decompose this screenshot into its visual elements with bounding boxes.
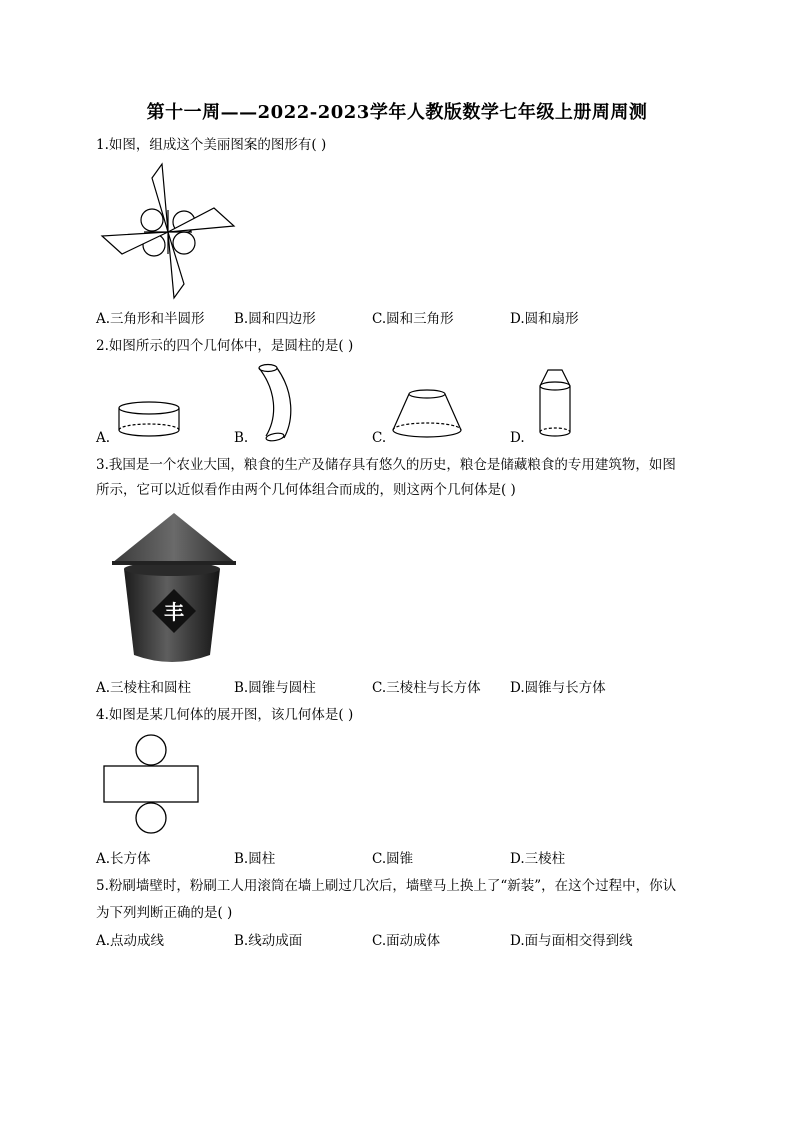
q2-label-a[interactable]: A.: [96, 430, 111, 446]
q1-option-a[interactable]: A.三角形和半圆形: [96, 311, 205, 327]
q4-option-c[interactable]: C.圆锥: [372, 851, 414, 867]
q3-option-b[interactable]: B.圆锥与圆柱: [234, 680, 316, 696]
q2-label-c[interactable]: C.: [372, 430, 387, 446]
question-2-text: 2.如图所示的四个几何体中，是圆柱的是( ): [96, 338, 354, 354]
q5-option-b[interactable]: B.线动成面: [234, 933, 303, 949]
q1-option-d[interactable]: D.圆和扇形: [510, 311, 579, 327]
q4-option-b[interactable]: B.圆柱: [234, 851, 276, 867]
question-4-text: 4.如图是某几何体的展开图，该几何体是( ): [96, 707, 354, 723]
q3-option-d[interactable]: D.圆锥与长方体: [510, 680, 606, 696]
pinwheel-figure: [100, 162, 236, 300]
q1-option-c[interactable]: C.圆和三角形: [372, 311, 454, 327]
question-5-text-line1: 5.粉刷墙壁时，粉刷工人用滚筒在墙上刷过几次后，墙壁马上换上了“新装”，在这个过程中，你认: [96, 878, 677, 894]
curved-tube-figure: [254, 362, 298, 444]
q5-option-d[interactable]: D.面与面相交得到线: [510, 933, 633, 949]
page-title: 第十一周——2022-2023学年人教版数学七年级上册周周测: [146, 102, 648, 123]
frustum-figure: [390, 388, 464, 442]
q5-option-a[interactable]: A.点动成线: [96, 933, 165, 949]
granary-figure: [108, 513, 240, 667]
granary-badge-char: 丰: [164, 600, 184, 624]
cylinder-with-cone-figure: [536, 366, 574, 442]
q4-option-a[interactable]: A.长方体: [96, 851, 151, 867]
question-3-text-line2: 所示，它可以近似看作由两个几何体组合而成的，则这两个几何体是( ): [96, 482, 516, 498]
q2-label-b[interactable]: B.: [234, 430, 249, 446]
question-5-text-line2: 为下列判断正确的是( ): [96, 905, 233, 921]
q4-option-d[interactable]: D.三棱柱: [510, 851, 566, 867]
question-1-text: 1.如图，组成这个美丽图案的图形有( ): [96, 137, 327, 153]
q5-option-c[interactable]: C.面动成体: [372, 933, 441, 949]
question-3-text-line1: 3.我国是一个农业大国，粮食的生产及储存具有悠久的历史，粮仓是储藏粮食的专用建筑物，如图: [96, 457, 676, 473]
cylinder-net-figure: [102, 734, 200, 834]
short-cylinder-figure: [116, 400, 182, 440]
q1-option-b[interactable]: B.圆和四边形: [234, 311, 316, 327]
q3-option-c[interactable]: C.三棱柱与长方体: [372, 680, 481, 696]
q2-label-d[interactable]: D.: [510, 430, 525, 446]
q3-option-a[interactable]: A.三棱柱和圆柱: [96, 680, 192, 696]
